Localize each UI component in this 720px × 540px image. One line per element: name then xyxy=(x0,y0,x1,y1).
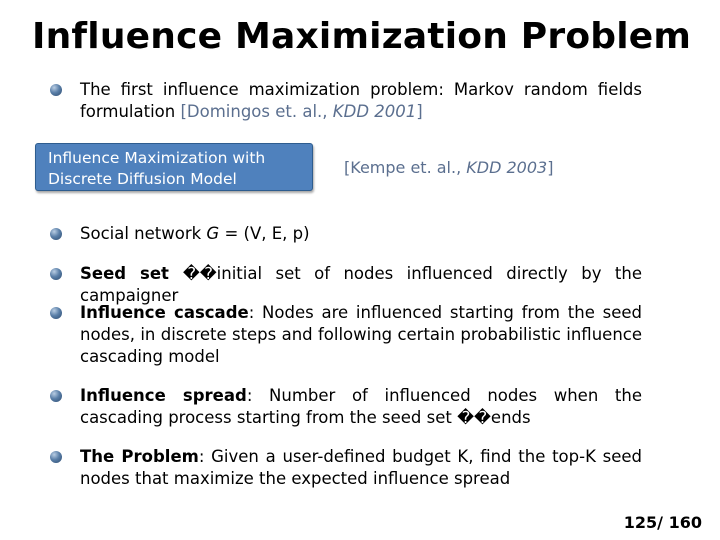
slide-title: Influence Maximization Problem xyxy=(32,16,692,57)
bullet-influence-spread: Influence spread: Number of influenced nodes when the cascading process starting from the seed set ��ends xyxy=(80,386,643,427)
bullet-text: The first influence maximization problem: Markov random fields formulation xyxy=(80,80,642,121)
citation-kempe: [Kempe et. al., KDD 2003] xyxy=(344,158,554,177)
box-line-1: Influence Maximization with xyxy=(48,149,266,167)
bullet-markov-formulation xyxy=(80,79,642,123)
bullet-icon xyxy=(50,84,62,96)
bullet-icon xyxy=(50,268,62,280)
bullet-influence-cascade: Influence cascade: Nodes are influenced starting from the seed nodes, in discrete steps and following certain probabilistic influence cascading model xyxy=(80,303,643,366)
citation-domingos: [Domingos et. al., KDD 2001] xyxy=(180,102,423,121)
bullet-icon xyxy=(50,390,62,402)
page-number: 125/ 160 xyxy=(623,513,702,532)
section-box xyxy=(35,143,313,191)
bullet-social-network: Social network G = (V, E, p) xyxy=(80,224,310,243)
bullet-the-problem: The Problem: Given a user-defined budget K, find the top-K seed nodes that maximize the expected influence spread xyxy=(80,447,642,488)
bullet-icon xyxy=(50,228,62,240)
box-line-2: Discrete Diffusion Model xyxy=(48,170,237,188)
bullet-icon xyxy=(50,307,62,319)
bullet-seed-set: Seed set ��initial set of nodes influenced directly by the campaigner xyxy=(80,264,643,305)
bullet-icon xyxy=(50,451,62,463)
